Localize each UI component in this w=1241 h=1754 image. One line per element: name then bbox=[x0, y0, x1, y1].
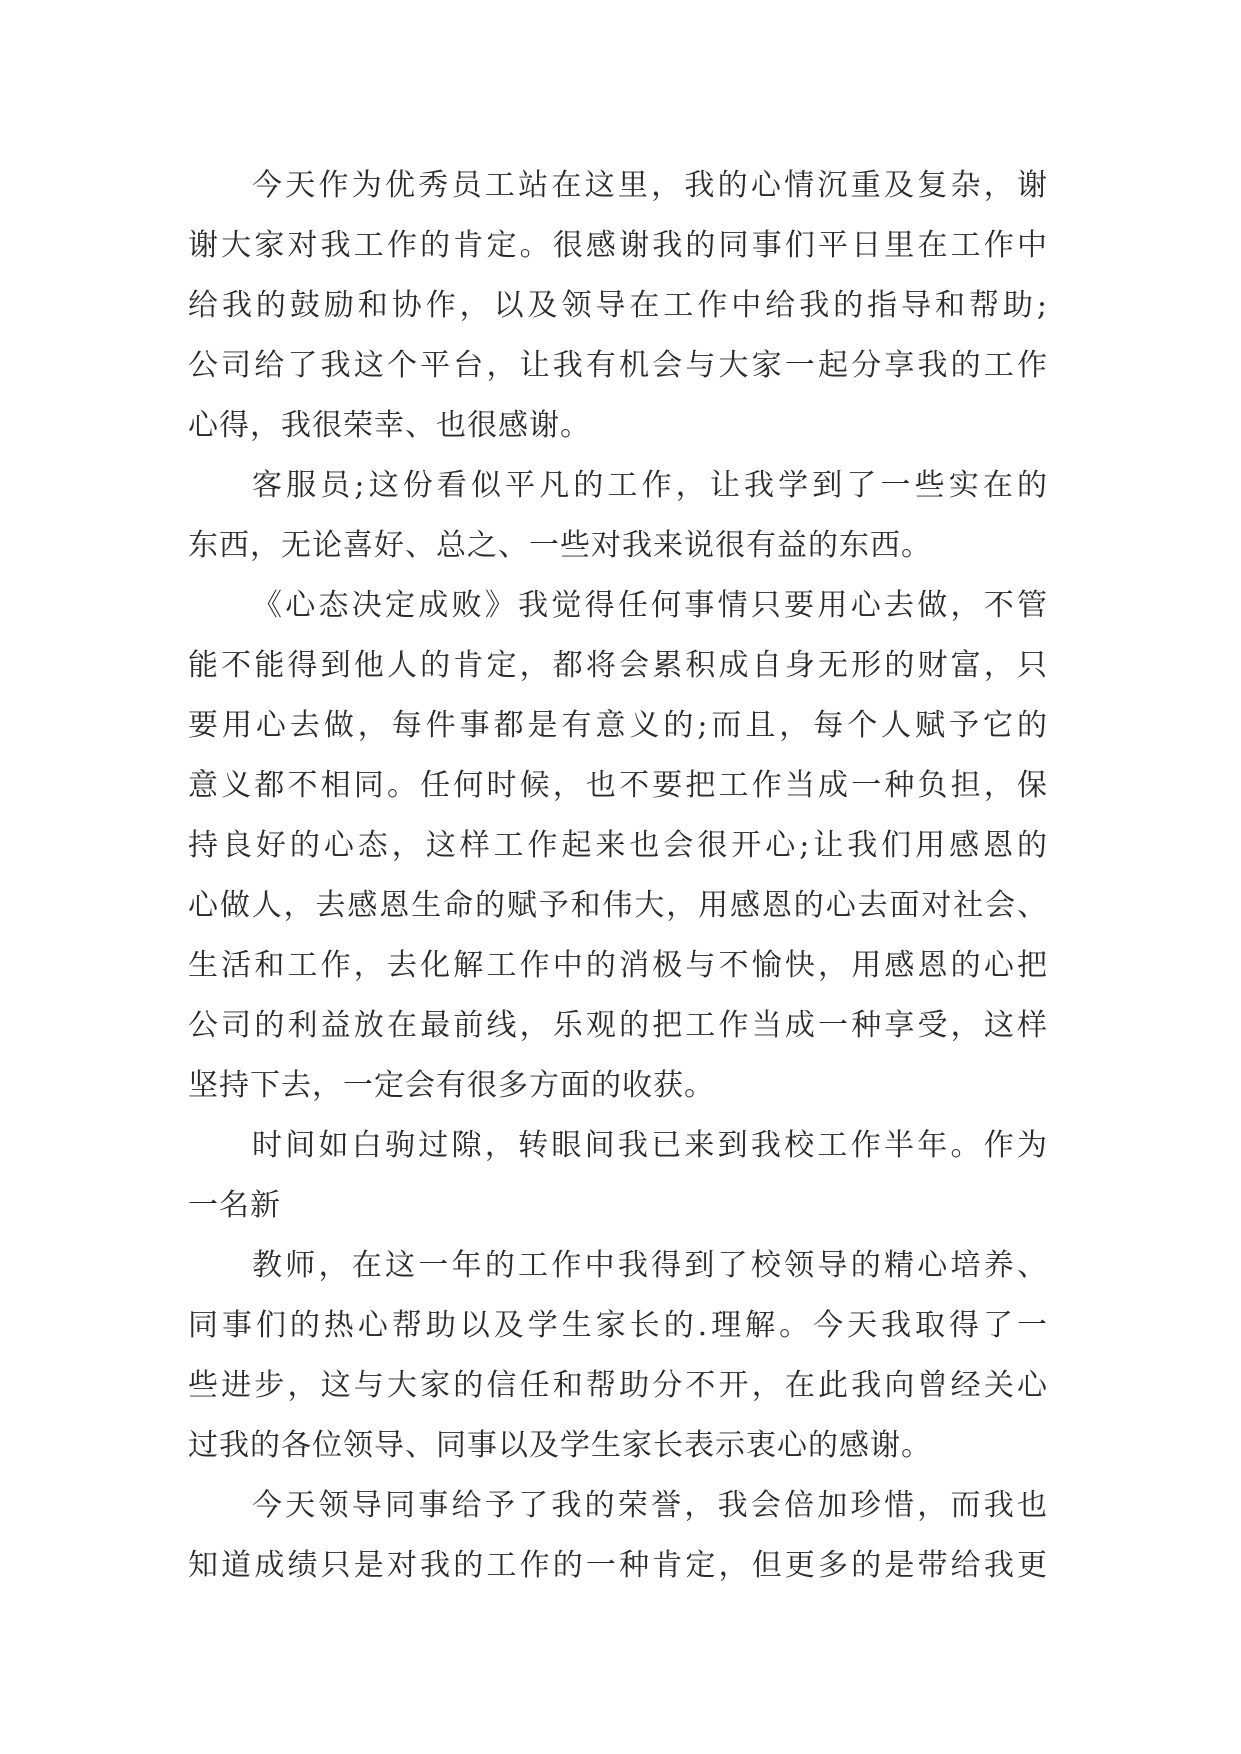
text-line: 心做人，去感恩生命的赋予和伟大，用感恩的心去面对社会、 bbox=[188, 888, 1048, 923]
text-line: 知道成绩只是对我的工作的一种肯定，但更多的是带给我更 bbox=[188, 1548, 1048, 1583]
text-line: 能不能得到他人的肯定，都将会累积成自身无形的财富，只 bbox=[188, 648, 1048, 683]
text-line: 今天作为优秀员工站在这里，我的心情沉重及复杂，谢 bbox=[252, 168, 1048, 203]
text-line: 些进步，这与大家的信任和帮助分不开，在此我向曾经关心 bbox=[188, 1368, 1048, 1403]
text-line: 给我的鼓励和协作，以及领导在工作中给我的指导和帮助; bbox=[188, 288, 1048, 323]
text-line: 生活和工作，去化解工作中的消极与不愉快，用感恩的心把 bbox=[188, 948, 1048, 983]
text-line: 客服员;这份看似平凡的工作，让我学到了一些实在的 bbox=[252, 468, 1048, 503]
paragraph-2 bbox=[188, 456, 1048, 576]
text-line: 过我的各位领导、同事以及学生家长表示衷心的感谢。 bbox=[188, 1428, 932, 1463]
paragraph-3 bbox=[188, 576, 1048, 1116]
text-line: 要用心去做，每件事都是有意义的;而且，每个人赋予它的 bbox=[188, 708, 1048, 743]
text-line: 今天领导同事给予了我的荣誉，我会倍加珍惜，而我也 bbox=[252, 1488, 1048, 1523]
text-line: 教师，在这一年的工作中我得到了校领导的精心培养、 bbox=[252, 1248, 1048, 1283]
text-line: 东西，无论喜好、总之、一些对我来说很有益的东西。 bbox=[188, 528, 932, 563]
document-body bbox=[188, 156, 1048, 1596]
text-line: 同事们的热心帮助以及学生家长的.理解。今天我取得了一 bbox=[188, 1308, 1048, 1343]
paragraph-1 bbox=[188, 156, 1048, 456]
text-line: 时间如白驹过隙，转眼间我已来到我校工作半年。作为 bbox=[252, 1128, 1048, 1163]
paragraph-5 bbox=[188, 1236, 1048, 1476]
text-line: 心得，我很荣幸、也很感谢。 bbox=[188, 408, 591, 443]
text-line: 坚持下去，一定会有很多方面的收获。 bbox=[188, 1068, 715, 1103]
text-line: 意义都不相同。任何时候，也不要把工作当成一种负担，保 bbox=[188, 768, 1048, 803]
text-line: 公司的利益放在最前线，乐观的把工作当成一种享受，这样 bbox=[188, 1008, 1048, 1043]
text-line: 持良好的心态，这样工作起来也会很开心;让我们用感恩的 bbox=[188, 828, 1048, 863]
text-line: 公司给了我这个平台，让我有机会与大家一起分享我的工作 bbox=[188, 348, 1048, 383]
paragraph-4 bbox=[188, 1116, 1048, 1236]
text-line: 一名新 bbox=[188, 1188, 281, 1223]
text-line: 谢大家对我工作的肯定。很感谢我的同事们平日里在工作中 bbox=[188, 228, 1048, 263]
text-line: 《心态决定成败》我觉得任何事情只要用心去做，不管 bbox=[252, 588, 1048, 623]
paragraph-6 bbox=[188, 1476, 1048, 1596]
